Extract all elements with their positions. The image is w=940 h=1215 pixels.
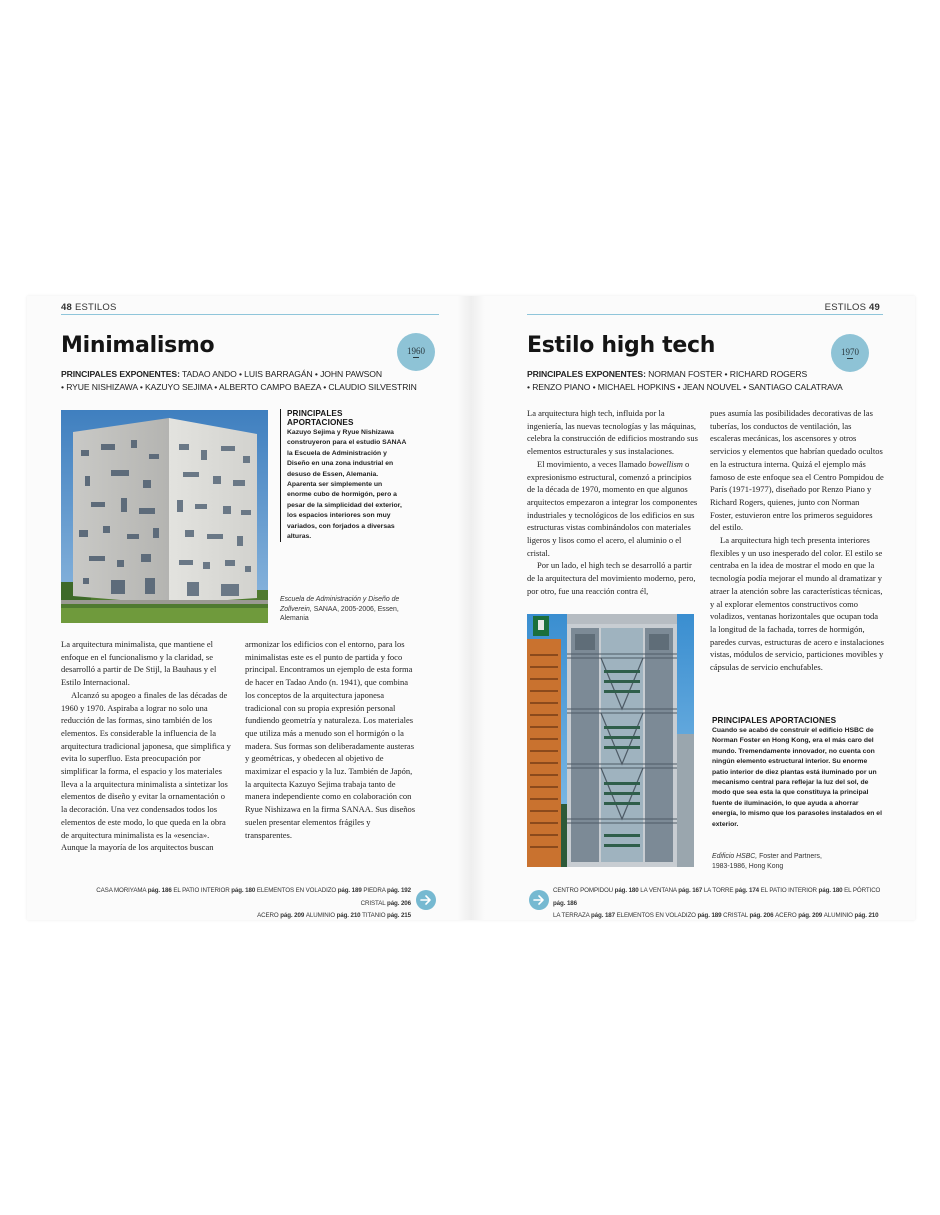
book-gutter [457,296,485,920]
right-caption-rest2: 1983-1986, Hong Kong [712,862,784,870]
right-exponents-line2: • RENZO PIANO • MICHAEL HOPKINS • JEAN NOUVEL • SANTIAGO CALATRAVA [527,381,843,392]
book-spread [27,296,915,920]
right-col2-paragraph-2: La arquitectura high tech presenta interiores flexibles y un uso inesperado del color. El estilo se centraba en la idea de mostrar el modo en que la tecnología podía mejorar el mundo al dramatizar y atraer la atención sobre las características técnicas, y al explorar elementos constructivos como voladizos, ventanas horizontales que ocupan toda la longitud de la fachada, torres de hormigón, paredes curvas, estructuras de acero e instalaciones vistas, módulos de servicio, particiones movibles y cápsulas de servicio enchufables. [710,535,884,673]
arrow-right-icon [420,894,432,906]
right-page-number: 49 [869,302,880,313]
left-aportes-box [280,409,407,542]
left-page-title: Minimalismo [61,333,215,358]
right-section-label: ESTILOS [824,302,867,313]
crossref-page-ref: pág. 167 [678,887,704,894]
right-footer-line1 [553,885,883,910]
crossref-topic: ALUMINIO [823,912,855,919]
crossref-page-ref: pág. 174 [735,887,761,894]
left-exponents [61,368,441,393]
right-exponents [527,368,883,393]
crossref-page-ref: pág. 210 [336,912,363,919]
right-col1-paragraph-2 [527,458,699,560]
crossref-page-ref: pág. 186 [147,887,174,894]
crossref-page-ref: pág. 210 [854,912,879,919]
crossref-topic: CRISTAL [723,912,750,919]
crossref-topic: EL PATIO INTERIOR [173,887,232,894]
left-year-text: 1960 [407,346,425,356]
right-crossref-arrow-button[interactable] [529,890,549,910]
left-exponents-line1: TADAO ANDO • LUIS BARRAGÁN • JOHN PAWSON [181,369,382,379]
crossref-page-ref: pág. 180 [818,887,845,894]
crossref-page-ref: pág. 186 [553,899,577,907]
left-header-rule [61,314,439,315]
crossref-topic: PIEDRA [363,887,388,894]
crossref-page-ref: pág. 192 [387,887,411,894]
right-caption-rest1: Foster and Partners, [757,853,822,860]
left-year-badge [397,333,435,371]
hsbc-building-photo [527,614,694,867]
crossref-topic: LA VENTANA [640,887,679,894]
right-year-badge [831,334,869,372]
right-year-text: 1970 [841,347,859,357]
crossref-topic: ACERO [775,912,799,919]
left-crossref-arrow-button[interactable] [416,890,436,910]
left-year-tick [413,357,419,358]
right-aportes-box [712,716,882,830]
right-body-col2 [710,407,884,674]
left-aportes-heading: PRINCIPALES APORTACIONES [287,409,354,427]
left-footer-line1 [81,885,411,910]
crossref-topic: ACERO [257,912,281,919]
crossref-page-ref: pág. 180 [231,887,257,894]
right-photo-caption [712,852,872,871]
crossref-page-ref: pág. 206 [387,899,411,907]
left-exponents-label: PRINCIPALES EXPONENTES: [61,369,180,379]
left-section-label: ESTILOS [74,302,117,313]
right-col1-p2-a: El movimiento, a veces llamado [537,458,649,469]
right-caption-italic: Edificio HSBC, [712,853,758,860]
left-photo-caption [280,595,410,624]
sanaa-building-photo [61,410,268,623]
left-col1-paragraph-2: Alcanzó su apogeo a finales de las décadas de 1960 y 1970. Aspiraba a lograr no solo una reducción de las formas, sino también de los elementos. Es considerable la influencia de la arquitectura tradicional japonesa, que simplifica y evita lo superfluo. Esta preocupación por simplificar la forma, el espacio y los materiales lleva a la arquitectura minimalista a sintetizar los elementos de diseño y evitar la ornamentación o la decoración. Una vez condensados todos los elementos de este modo, lo que queda en la obra de arquitectura minimalista es la «esencia». Aunque la mayoría de los arquitectos buscan [61,689,231,853]
right-page-title: Estilo high tech [527,333,716,358]
crossref-topic: EL PÓRTICO [844,887,881,894]
left-aportes-text: Kazuyo Sejima y Ryue Nishizawa construyeron para el estudio SANAA la Escuela de Administración y Diseño en una zona industrial en desuso de Essen, Alemania. Aparenta ser simplemente un enorme cubo de hormigón, pero a pesar de la simplicidad del exterior, los espacios interiores son muy variados, con forjados a diversas alturas. [287,429,407,541]
left-exponents-line2: • RYUE NISHIZAWA • KAZUYO SEJIMA • ALBERTO CAMPO BAEZA • CLAUDIO SILVESTRIN [61,381,417,392]
left-col2-paragraph: armonizar los edificios con el entorno, para los minimalistas este es el punto de partida y foco principal. Encontramos un ejemplo de esta forma de hacer en Tadao Ando (n. 1941), que combina los conceptos de la arquitectura japonesa tradicional con su propia expresión personal fundiendo geometría y naturaleza. Los materiales que utiliza más a menudo son el hormigón o la madera. Sus formas son deliberadamente austeras y geométricas, y obedecen al objetivo de maximizar el espacio y la luz. También de Japón, la arquitecta Kazuyo Sejima trabaja tanto de manera independiente como en colaboración con Ryue Nishizawa en la firma SANAA. Sus diseños suelen presentar elementos frágiles y transparentes. [245,639,416,840]
crossref-topic: CASA MORIYAMA [96,887,148,894]
crossref-topic: LA TERRAZA [553,912,591,919]
crossref-topic: TITANIO [362,912,388,919]
left-body-col1 [61,638,233,854]
right-col1-p2-b: o expresionismo estructural, comenzó a principios de la década de 1970, momento en que algunos arquitectos empezaron a integrar los componentes industriales y tecnológicos de los edificios en sus estructuras vistas combinándolos con materiales ligeros y lisos como el acero, el aluminio o el cristal. [527,458,698,558]
crossref-topic: CRISTAL [360,899,388,907]
right-page [527,296,883,920]
left-footer-line2 [81,910,411,923]
crossref-topic: ELEMENTOS EN VOLADIZO [256,887,338,894]
left-body-col2 [245,638,419,841]
right-crossref-footer [553,885,883,923]
right-col1-paragraph-1: La arquitectura high tech, influida por la ingeniería, las nuevas tecnologías y las máquinas, celebra la construcción de edificios mostrando sus elementos estructurales y sus instalaciones. [527,408,698,457]
crossref-page-ref: pág. 180 [614,887,641,894]
crossref-page-ref: pág. 189 [697,912,724,919]
right-aportes-heading: PRINCIPALES APORTACIONES [712,716,837,725]
right-col2-paragraph-1: pues asumía las posibilidades decorativas de las tuberías, los conductos de ventilación, las escaleras mecánicas, los ascensores y otros servicios y elementos que habrían quedado ocultos en la estructura interna. Quizá el ejemplo más famoso de este enfoque sea el Centro Pompidou de París (1971-1977), diseñado por Renzo Piano y Richard Rogers, quienes, junto con Norman Foster, estuvieron entre los primeros seguidores del estilo. [710,408,884,533]
left-caption-italic: Escuela de Administración y Diseño de Zollverein, [280,596,400,613]
right-col1-p2-italic: bowellism [648,458,683,469]
left-crossref-footer [81,885,411,923]
crossref-topic: EL PATIO INTERIOR [760,887,819,894]
left-col1-paragraph-1: La arquitectura minimalista, que mantiene el enfoque en el funcionalismo y la claridad, se desarrolló a partir de De Stijl, la Bauhaus y el Estilo Internacional. [61,639,217,688]
crossref-page-ref: pág. 209 [798,912,824,919]
right-footer-line2 [553,910,883,923]
right-exponents-label: PRINCIPALES EXPONENTES: [527,369,646,379]
crossref-topic: LA TORRE [703,887,736,894]
right-exponents-line1: NORMAN FOSTER • RICHARD ROGERS [648,369,808,379]
right-aportes-text: Cuando se acabó de construir el edificio HSBC de Norman Foster en Hong Kong, era el más caro del mundo. Tremendamente innovador, no cuenta con ningún elemento estructural interior. Su enorme patio interior de diez plantas está iluminado por un mecanismo central para reflejar la luz del sol, de modo que sea esta la que constituya la principal fuente de iluminación, lo que ayuda a ahorrar energía, lo mismo que los parasoles instalados en el exterior. [712,727,882,828]
left-caption-rest: SANAA, 2005-2006, Essen, Alemania [280,605,399,622]
crossref-page-ref: pág. 189 [337,887,364,894]
crossref-topic: ELEMENTOS EN VOLADIZO [616,912,698,919]
crossref-page-ref: pág. 187 [591,912,617,919]
left-running-head [61,302,117,313]
right-col1-paragraph-3: Por un lado, el high tech se desarrolló a partir de la arquitectura del movimiento moderno, pero, por otro, fue una reacción contra él, [527,560,696,596]
crossref-topic: CENTRO POMPIDOU [553,887,615,894]
right-year-tick [847,358,853,359]
right-running-head [825,302,883,313]
crossref-page-ref: pág. 209 [280,912,306,919]
arrow-right-icon [533,894,545,906]
right-header-rule [527,314,883,315]
crossref-page-ref: pág. 215 [387,912,411,919]
left-page-number: 48 [61,302,72,313]
left-page [61,296,441,920]
right-body-col1 [527,407,699,598]
crossref-topic: ALUMINIO [305,912,337,919]
crossref-page-ref: pág. 206 [749,912,776,919]
